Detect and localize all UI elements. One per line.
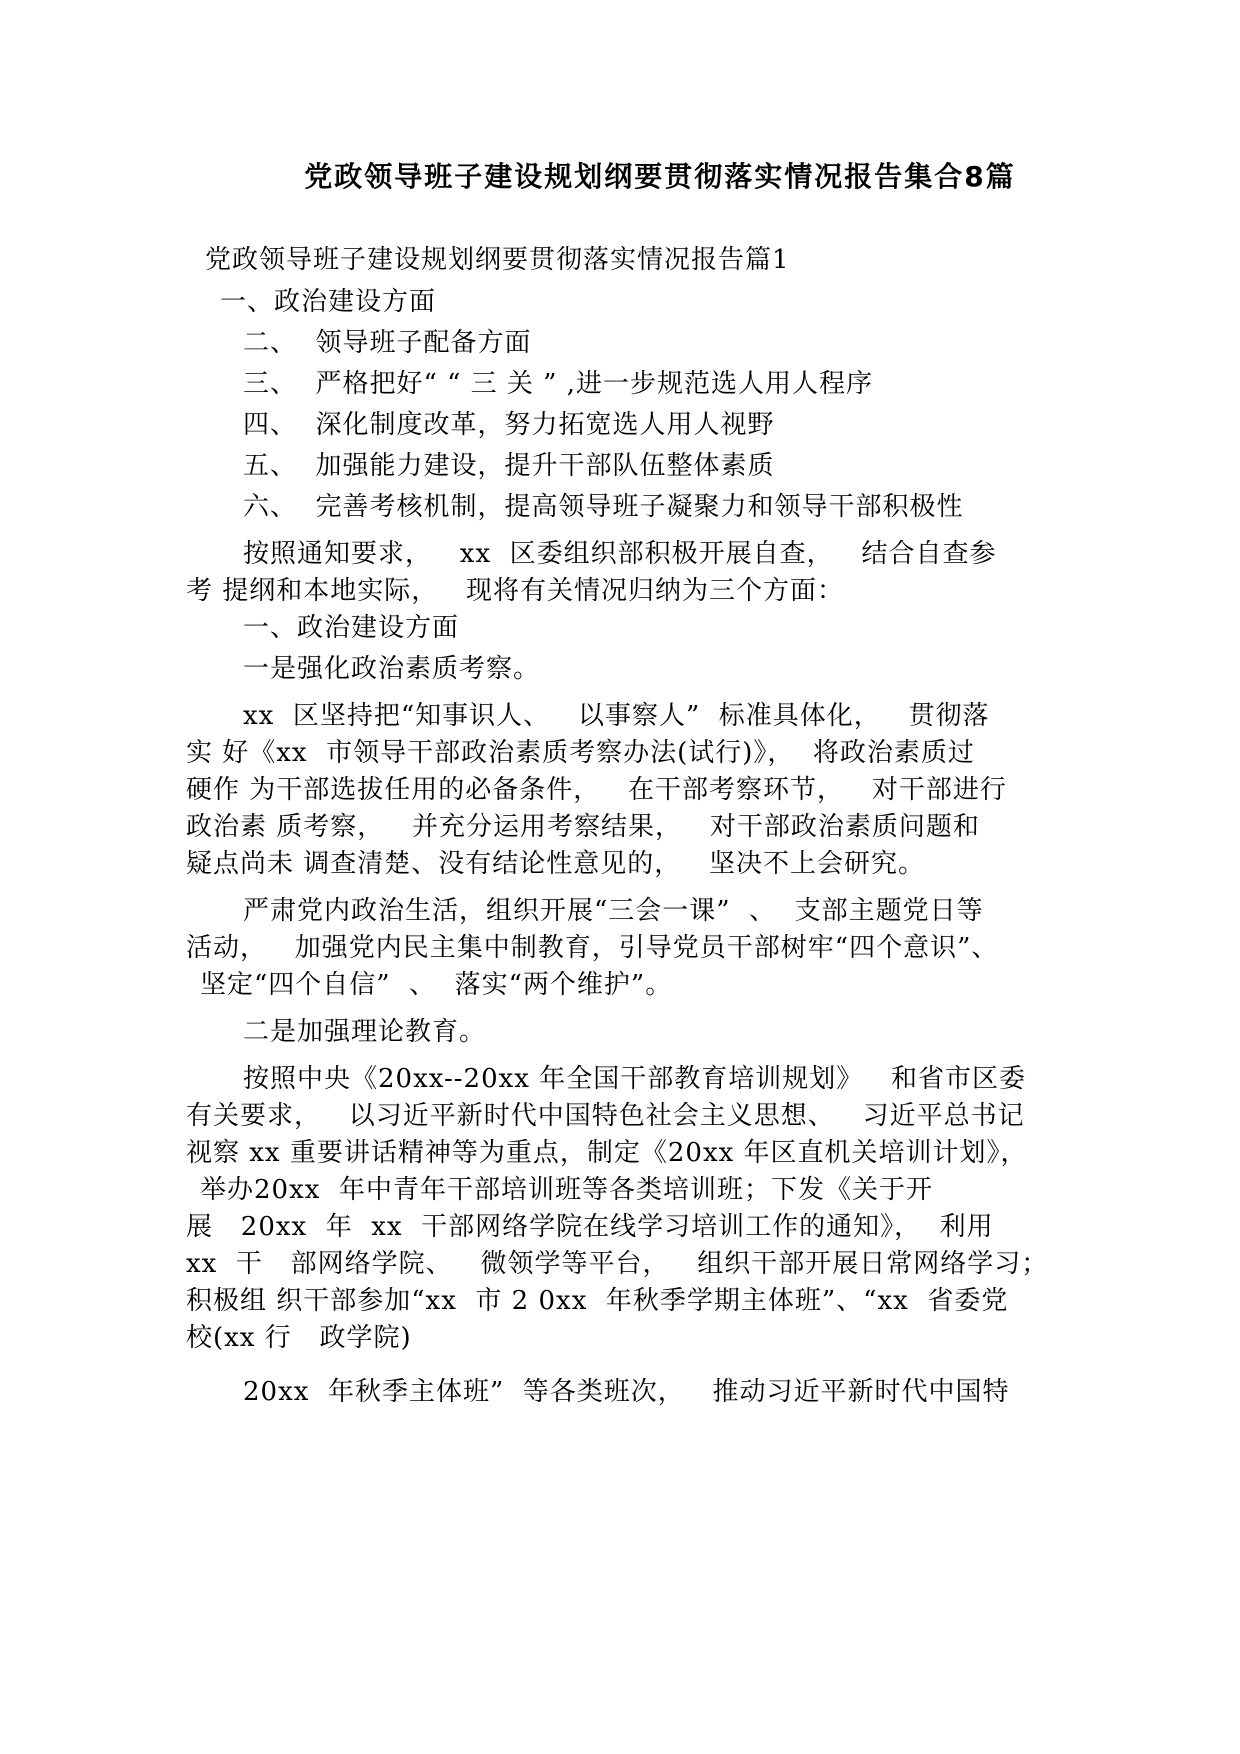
section-heading: 一、政治建设方面 <box>243 613 460 643</box>
paragraph-line: xx 干 部网络学院、 微领学等平台， 组织干部开展日常网络学习； <box>186 1249 1049 1279</box>
paragraph-line: 坚定“四个自信” 、 落实“两个维护”。 <box>200 970 673 1000</box>
paragraph-line: 积极组 织干部参加“xx 市 2 0xx 年秋季学期主体班”、“xx 省委党 <box>186 1286 1009 1316</box>
paragraph-line: 严肃党内政治生活，组织开展“三会一课” 、 支部主题党日等 <box>243 896 984 926</box>
paragraph-line: xx 区坚持把“知事识人、 以事察人” 标准具体化， 贯彻落 <box>243 701 990 731</box>
outline-item: 二、 领导班子配备方面 <box>243 328 532 358</box>
paragraph-line: 校(xx 行 政学院) <box>186 1323 412 1353</box>
paragraph-line: 考 提纲和本地实际， 现将有关情况归纳为三个方面： <box>186 576 845 606</box>
subsection-heading: 二是加强理论教育。 <box>243 1017 487 1047</box>
outline-item: 五、 加强能力建设，提升干部队伍整体素质 <box>243 451 775 481</box>
paragraph-line: 硬作 为干部选拔任用的必备条件， 在干部考察环节， 对干部进行 <box>186 775 1007 805</box>
outline-item: 三、 严格把好“ “ 三 关 ” ,进一步规范选人用人程序 <box>243 369 873 399</box>
section-heading: 一、政治建设方面 <box>220 287 437 317</box>
paragraph-line: 展 20xx 年 xx 干部网络学院在线学习培训工作的通知》， 利用 <box>186 1212 994 1242</box>
paragraph-line: 20xx 年秋季主体班” 等各类班次， 推动习近平新时代中国特 <box>243 1377 1010 1407</box>
subsection-heading: 一是强化政治素质考察。 <box>243 654 541 684</box>
paragraph-line: 举办20xx 年中青年干部培训班等各类培训班；下发《关于开 <box>200 1175 933 1205</box>
paragraph-line: 政治素 质考察， 并充分运用考察结果， 对干部政治素质问题和 <box>186 812 980 842</box>
document-title: 党政领导班子建设规划纲要贯彻落实情况报告集合8篇 <box>304 160 1016 193</box>
paragraph-line: 活动， 加强党内民主集中制教育，引导党员干部树牢“四个意识”、 <box>186 933 999 963</box>
outline-item: 四、 深化制度改革，努力拓宽选人用人视野 <box>243 410 775 440</box>
outline-item: 六、 完善考核机制，提高领导班子凝聚力和领导干部积极性 <box>243 492 964 522</box>
paragraph-line: 疑点尚未 调查清楚、没有结论性意见的， 坚决不上会研究。 <box>186 849 926 879</box>
paragraph-line: 按照中央《20xx--20xx 年全国干部教育培训规划》 和省市区委 <box>243 1064 1026 1094</box>
paragraph-line: 视察 xx 重要讲话精神等为重点，制定《20xx 年区直机关培训计划》， <box>186 1138 1028 1168</box>
report-heading: 党政领导班子建设规划纲要贯彻落实情况报告篇1 <box>205 245 790 275</box>
paragraph-line: 有关要求， 以习近平新时代中国特色社会主义思想、 习近平总书记 <box>186 1101 1025 1131</box>
paragraph-line: 实 好《xx 市领导干部政治素质考察办法(试行)》， 将政治素质过 <box>186 738 975 768</box>
paragraph-line: 按照通知要求， xx 区委组织部积极开展自查， 结合自查参 <box>243 539 997 569</box>
